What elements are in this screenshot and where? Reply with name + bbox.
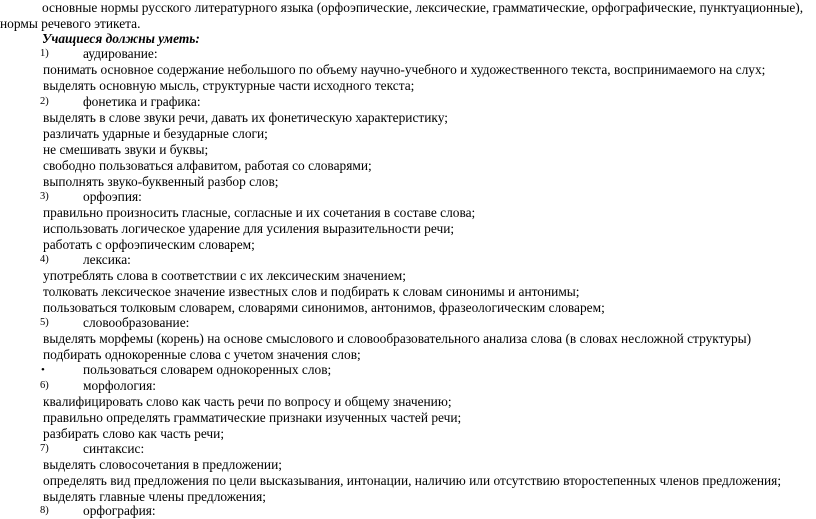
- list-marker-2: 2): [40, 96, 49, 107]
- list-item: использовать логическое ударение для усиления выразительности речи;: [43, 221, 455, 236]
- section-title-word-formation: словообразование:: [83, 315, 190, 330]
- list-marker-6: 6): [40, 380, 49, 391]
- list-marker-1: 1): [40, 48, 49, 59]
- list-item: разбирать слово как часть речи;: [43, 426, 225, 441]
- list-marker-7: 7): [40, 443, 49, 454]
- list-item: понимать основное содержание небольшого по объему научно-учебного и художественного текста, воспринимаемого на слух;: [43, 62, 766, 77]
- list-item: выполнять звуко-буквенный разбор слов;: [43, 174, 279, 189]
- list-item: употреблять слова в соответствии с их лексическим значением;: [43, 268, 406, 283]
- list-item: выделять морфемы (корень) на основе смыслового и словообразовательного анализа слова (в словах несложной структуры): [43, 331, 752, 346]
- list-item: выделять словосочетания в предложении;: [43, 457, 282, 472]
- list-marker-4: 4): [40, 254, 49, 265]
- list-item: свободно пользоваться алфавитом, работая со словарями;: [43, 158, 372, 173]
- section-title-orthoepy: орфоэпия:: [83, 189, 142, 204]
- section-title-orthography: орфография:: [83, 503, 156, 518]
- section-title-lexicon: лексика:: [83, 252, 131, 267]
- list-marker-5: 5): [40, 317, 49, 328]
- list-item: пользоваться толковым словарем, словарями синонимов, антонимов, фразеологическим словарем;: [43, 300, 605, 315]
- list-item: толковать лексическое значение известных слов и подбирать к словам синонимы и антонимы;: [43, 284, 580, 299]
- section-title-phonetics: фонетика и графика:: [83, 94, 201, 109]
- list-item: не смешивать звуки и буквы;: [43, 142, 209, 157]
- intro-line-1: основные нормы русского литературного языка (орфоэпические, лексические, грамматические, орфографические, пунктуационные),: [42, 0, 804, 15]
- list-item: правильно произносить гласные, согласные и их сочетания в составе слова;: [43, 205, 476, 220]
- section-heading: Учащиеся должны уметь:: [42, 31, 200, 46]
- list-item: выделять в слове звуки речи, давать их фонетическую характеристику;: [43, 110, 448, 125]
- section-title-auding: аудирование:: [83, 46, 158, 61]
- bullet-item-dictionary: пользоваться словарем однокоренных слов;: [83, 362, 332, 377]
- list-item: выделять основную мысль, структурные части исходного текста;: [43, 78, 415, 93]
- intro-line-2: нормы речевого этикета.: [0, 16, 141, 31]
- list-item: определять вид предложения по цели высказывания, интонации, наличию или отсутствию второстепенных членов предложения;: [43, 473, 782, 488]
- section-title-morphology: морфология:: [83, 378, 156, 393]
- list-item: работать с орфоэпическим словарем;: [43, 237, 255, 252]
- list-item: различать ударные и безударные слоги;: [43, 126, 268, 141]
- list-item: подбирать однокоренные слова с учетом значения слов;: [43, 347, 361, 362]
- section-title-syntax: синтаксис:: [83, 441, 145, 456]
- list-marker-8: 8): [40, 505, 49, 516]
- list-marker-3: 3): [40, 191, 49, 202]
- list-item: квалифицировать слово как часть речи по вопросу и общему значению;: [43, 394, 452, 409]
- list-item: правильно определять грамматические признаки изученных частей речи;: [43, 410, 462, 425]
- bullet-marker: •: [41, 364, 45, 376]
- list-item: выделять главные члены предложения;: [43, 489, 267, 504]
